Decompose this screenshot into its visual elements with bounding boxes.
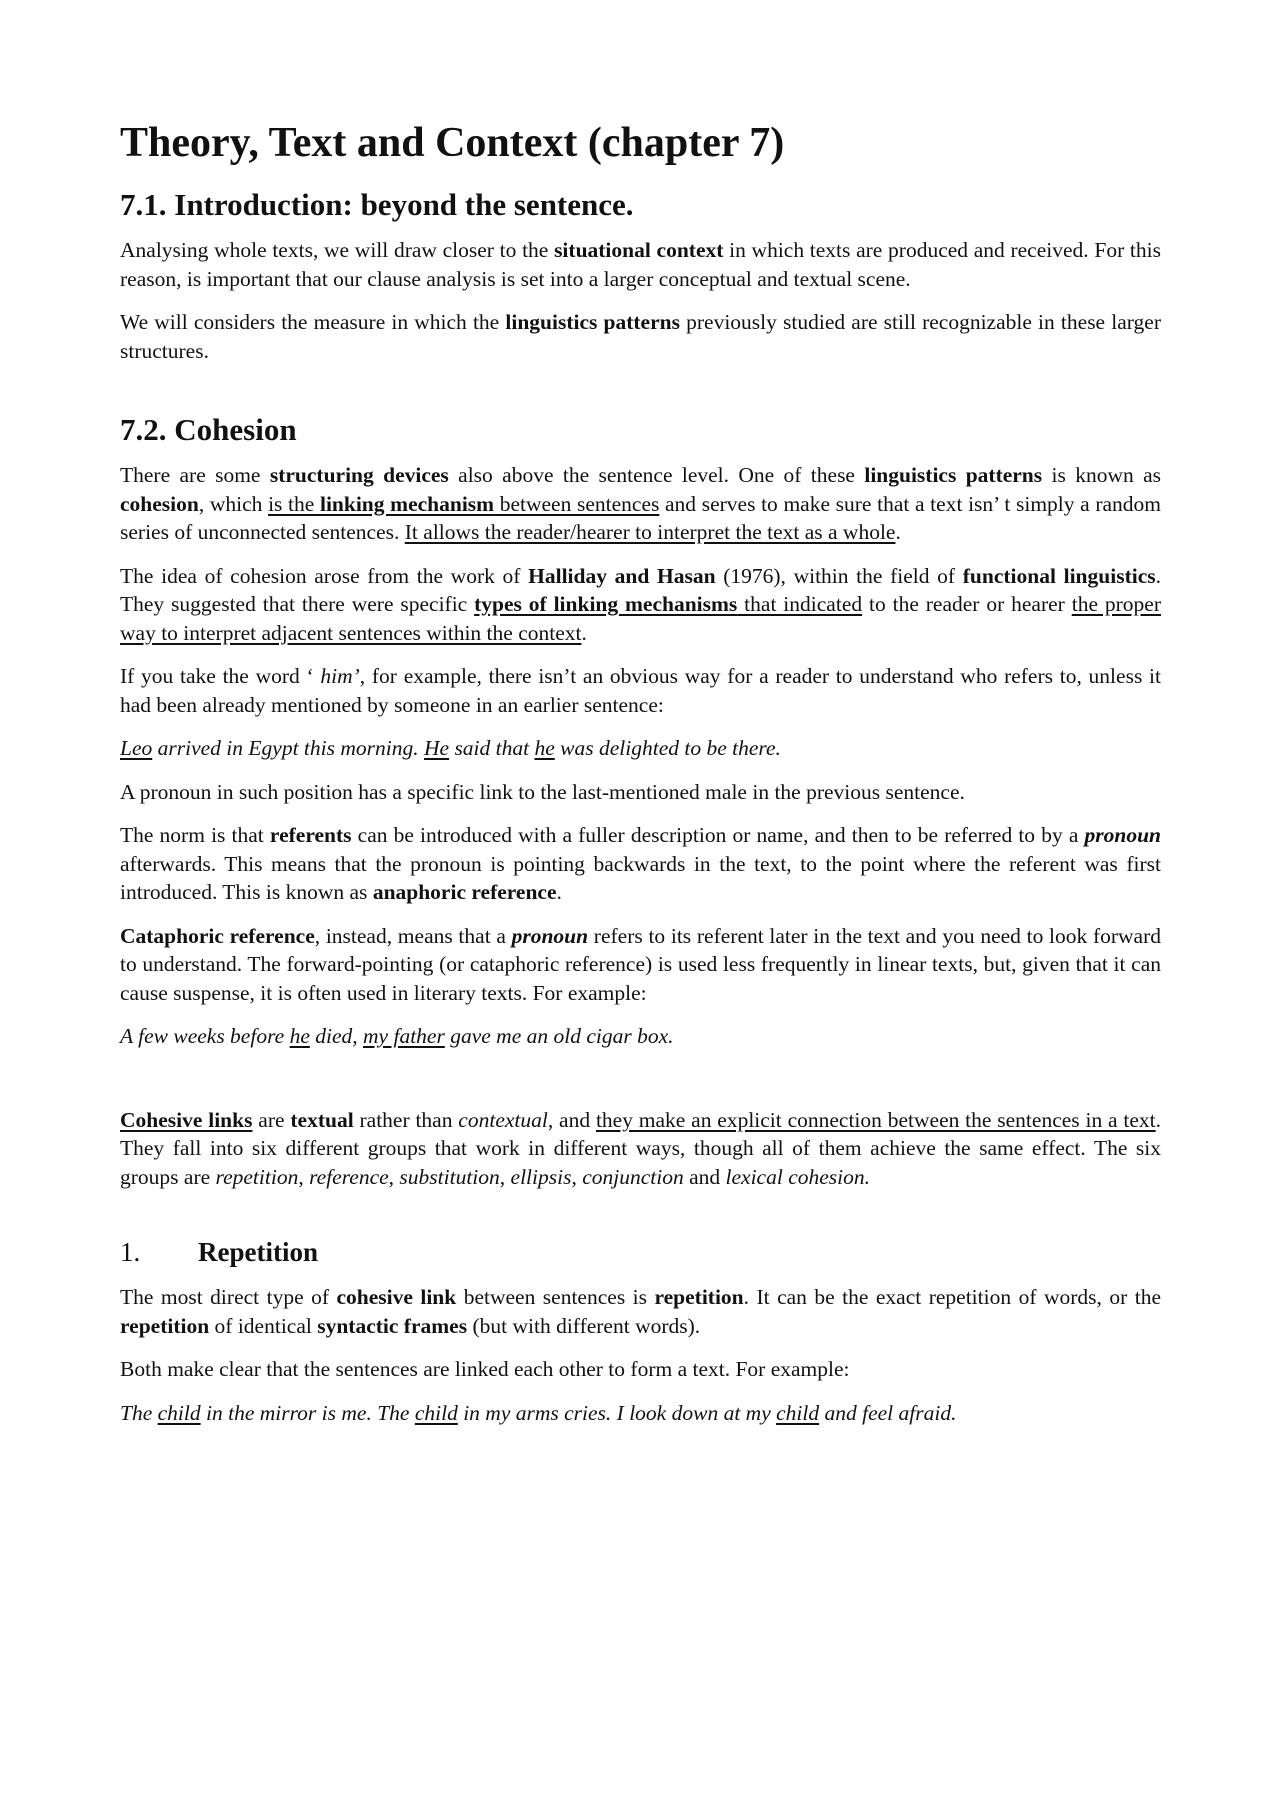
- subsection-title: Repetition: [198, 1237, 318, 1267]
- example-sentence-1: Leo arrived in Egypt this morning. He said that he was delighted to be there.: [120, 736, 781, 760]
- example-sentence-2: A few weeks before he died, my father gave me an old cigar box.: [120, 1024, 674, 1048]
- paragraph-repetition-2: Both make clear that the sentences are linked each other to form a text. For example:: [120, 1357, 850, 1381]
- section-heading-7-2: 7.2. Cohesion: [120, 412, 297, 447]
- paragraph-intro-1: Analysing whole texts, we will draw closer to the situational context in which texts are produced and received. For this reason, is important that our clause analysis is set into a larger conceptual and textual scene.: [120, 238, 1161, 291]
- paragraph-cohesion-7: Cohesive links are textual rather than contextual, and they make an explicit connection between the sentences in a text. They fall into six different groups that work in different ways, though all of them achieve the same effect. The six groups are repetition, reference, substitution, ellipsis, conjunction and lexical cohesion.: [120, 1107, 1162, 1189]
- section-heading-7-1: 7.1. Introduction: beyond the sentence.: [120, 187, 634, 222]
- subsection-number: 1.: [120, 1237, 141, 1267]
- subsection-heading-repetition: [120, 1235, 1161, 1269]
- paragraph-cohesion-4: A pronoun in such position has a specific link to the last-mentioned male in the previous sentence.: [120, 779, 965, 804]
- document-page: [120, 118, 1161, 1442]
- spacer: [120, 1066, 1161, 1106]
- paragraph-cohesion-2: The idea of cohesion arose from the work of Halliday and Hasan (1976), within the field of functional linguistics. They suggested that there were specific types of linking mechanisms that indicated to the reader or hearer the proper way to interpret adjacent sentences within the context.: [120, 563, 1161, 645]
- paragraph-cohesion-3: If you take the word ‘ him’, for example, there isn’t an obvious way for a reader to understand who refers to, unless it had been already mentioned by someone in an earlier sentence:: [120, 664, 1161, 717]
- paragraph-cohesion-5: The norm is that referents can be introduced with a fuller description or name, and then to be referred to by a pronoun afterwards. This means that the pronoun is pointing backwards in the text, to the point where the referent was first introduced. This is known as anaphoric reference.: [120, 823, 1161, 904]
- paragraph-repetition-1: The most direct type of cohesive link between sentences is repetition. It can be the exact repetition of words, or the repetition of identical syntactic frames (but with different words).: [120, 1285, 1162, 1338]
- paragraph-cohesion-1: There are some structuring devices also above the sentence level. One of these linguistics patterns is known as cohesion, which is the linking mechanism between sentences and serves to make sure that a text isn’ t simply a random series of unconnected sentences. It allows the reader/hearer to interpret the text as a whole.: [120, 463, 1162, 544]
- paragraph-cohesion-6: Cataphoric reference, instead, means that a pronoun refers to its referent later in the text and you need to look forward to understand. The forward-pointing (or cataphoric reference) is used less frequently in linear texts, but, given that it can cause suspense, it is often used in literary texts. For example:: [120, 923, 1161, 1005]
- document-title: Theory, Text and Context (chapter 7): [120, 120, 785, 166]
- example-sentence-3: The child in the mirror is me. The child in my arms cries. I look down at my child and feel afraid.: [120, 1400, 957, 1425]
- paragraph-intro-2: We will considers the measure in which the linguistics patterns previously studied are still recognizable in these larger structures.: [120, 310, 1161, 363]
